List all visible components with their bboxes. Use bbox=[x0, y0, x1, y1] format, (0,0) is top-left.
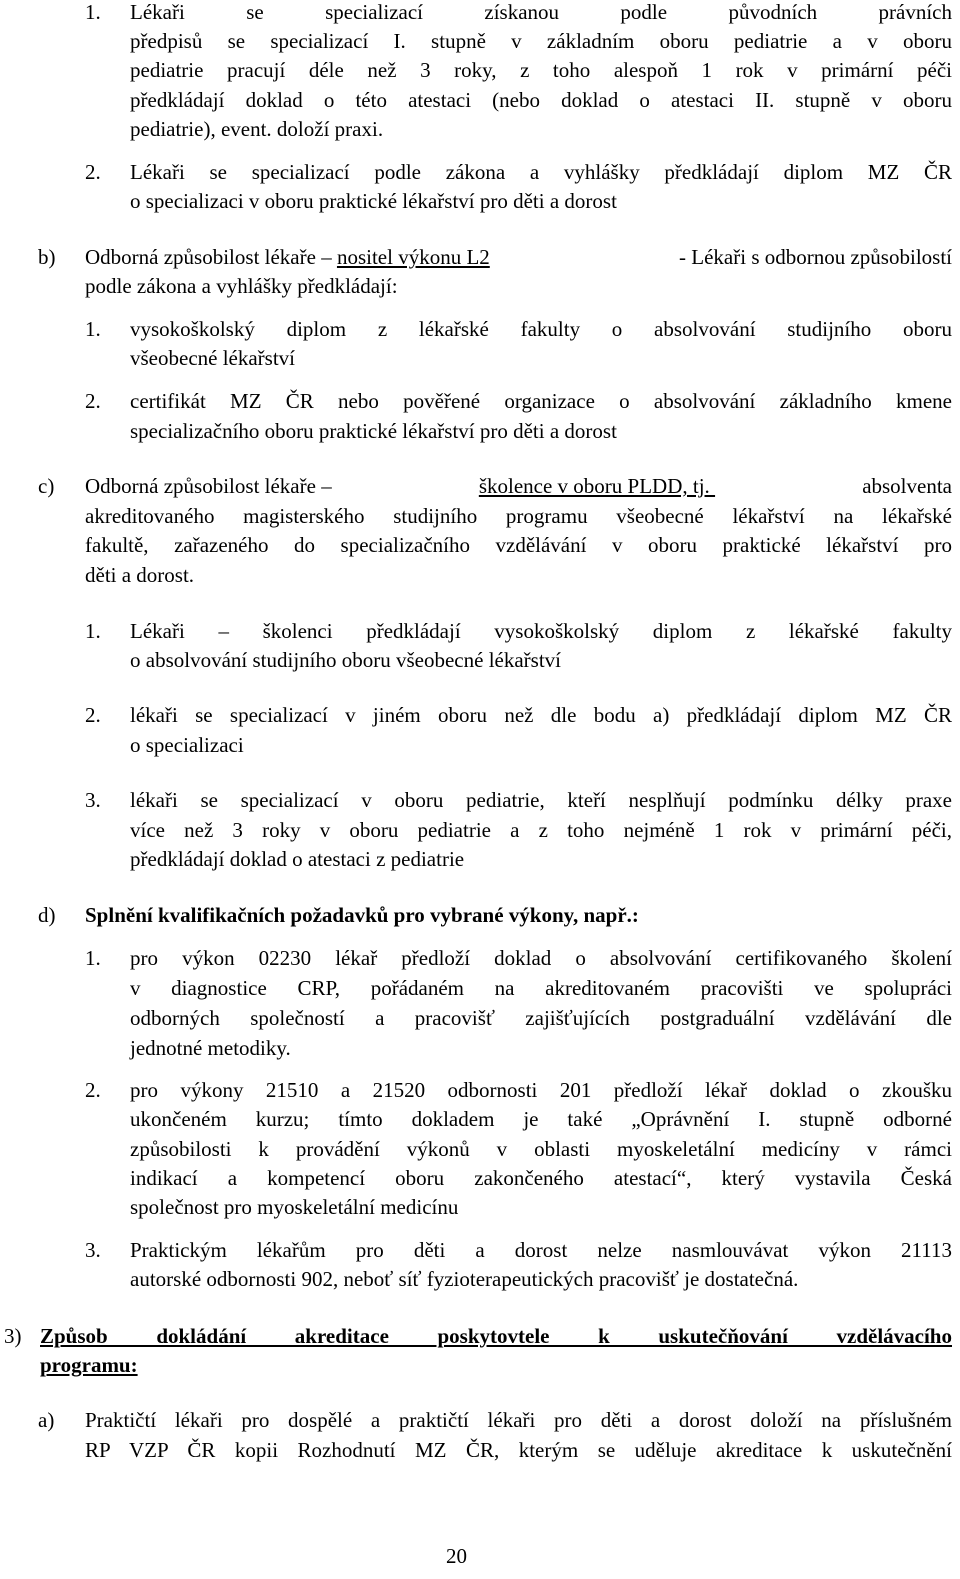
text-line: specializačního oboru praktické lékařství pro děti a dorost bbox=[130, 419, 617, 443]
text-line: ukončeném kurzu; tímto dokladem je také „Oprávnění I. stupně odborné bbox=[130, 1107, 952, 1131]
section-heading: Splnění kvalifikačních požadavků pro vybrané výkony, např.: bbox=[85, 903, 639, 927]
text-line: společnost pro myoskeletální medicínu bbox=[130, 1195, 459, 1219]
text-line: Praktickým lékařům pro děti a dorost nelze nasmlouvávat výkon 21113 bbox=[130, 1238, 952, 1262]
text-line: v diagnostice CRP, pořádaném na akreditovaném pracovišti ve spolupráci bbox=[130, 976, 952, 1000]
underlined-term: školence v oboru PLDD, tj. bbox=[478, 474, 716, 498]
text-line: vysokoškolský diplom z lékařské fakulty o absolvování studijního oboru bbox=[130, 317, 952, 341]
text-line: pediatrie), event. doloží praxi. bbox=[130, 117, 384, 141]
section-c-line1 bbox=[85, 472, 952, 502]
list-number: 3. bbox=[85, 1238, 101, 1262]
section-heading: Způsob dokládání akreditace poskytovtele k uskutečňování vzdělávacího bbox=[40, 1324, 952, 1348]
text-line: děti a dorost. bbox=[85, 563, 195, 587]
list-number: 1. bbox=[85, 619, 101, 643]
list-number: 1. bbox=[85, 946, 101, 970]
text-line: všeobecné lékařství bbox=[130, 346, 296, 370]
list-number: 2. bbox=[85, 160, 101, 184]
text-span: absolventa bbox=[862, 474, 952, 498]
text-line: fakultě, zařazeného do specializačního vzdělávání v oboru praktické lékařství pro bbox=[85, 533, 952, 557]
text-line: pro výkon 02230 lékař předloží doklad o absolvování certifikovaného školení bbox=[130, 946, 952, 970]
text-span: Odborná způsobilost lékaře – bbox=[85, 245, 337, 269]
section-letter: a) bbox=[38, 1408, 55, 1432]
list-number: 2. bbox=[85, 389, 101, 413]
text-line: Lékaři se specializací podle zákona a vyhlášky předkládají diplom MZ ČR bbox=[130, 160, 952, 184]
text-line: certifikát MZ ČR nebo pověřené organizace o absolvování základního kmene bbox=[130, 389, 952, 413]
text-line: o specializaci v oboru praktické lékařství pro děti a dorost bbox=[130, 189, 617, 213]
text-line: předkládají doklad o atestaci z pediatrie bbox=[130, 847, 465, 871]
list-number: 1. bbox=[85, 0, 101, 24]
text-line: lékaři se specializací v oboru pediatrie, kteří nesplňují podmínku délky praxe bbox=[130, 788, 952, 812]
section-heading-cont: programu: bbox=[40, 1353, 138, 1377]
text-line: odborných společností a pracovišť zajišťujících postgraduální vzdělávání dle bbox=[130, 1006, 952, 1030]
section-b-line1 bbox=[85, 243, 952, 273]
text-span: - Lékaři s odbornou způsobilostí bbox=[679, 245, 952, 269]
section-letter: d) bbox=[38, 903, 56, 927]
text-line: o absolvování studijního oboru všeobecné lékařství bbox=[130, 648, 562, 672]
list-number: 3. bbox=[85, 788, 101, 812]
text-line: způsobilosti k provádění výkonů v oblasti myoskeletální medicíny v rámci bbox=[130, 1137, 952, 1161]
text-line: Lékaři se specializací získanou podle původních právních bbox=[130, 0, 952, 24]
text-span: Odborná způsobilost lékaře – bbox=[85, 474, 332, 498]
section-letter: b) bbox=[38, 245, 56, 269]
text-line: autorské odbornosti 902, neboť síť fyzioterapeutických pracovišť je dostatečná. bbox=[130, 1267, 799, 1291]
section-letter: c) bbox=[38, 474, 55, 498]
text-line: jednotné metodiky. bbox=[130, 1036, 291, 1060]
text-line: podle zákona a vyhlášky předkládají: bbox=[85, 274, 398, 298]
list-number: 2. bbox=[85, 703, 101, 727]
text-line: akreditovaného magisterského studijního programu všeobecné lékařství na lékařské bbox=[85, 504, 952, 528]
text-line: indikací a kompetencí oboru zakončeného atestací“, který vystavila Česká bbox=[130, 1166, 952, 1190]
list-number: 1. bbox=[85, 317, 101, 341]
text-line: pro výkony 21510 a 21520 odbornosti 201 předloží lékař doklad o zkoušku bbox=[130, 1078, 952, 1102]
text-line: předpisů se specializací I. stupně v základním oboru pediatrie a v oboru bbox=[130, 29, 952, 53]
list-number: 2. bbox=[85, 1078, 101, 1102]
text-line: lékaři se specializací v jiném oboru než dle bodu a) předkládají diplom MZ ČR bbox=[130, 703, 952, 727]
text-line: o specializaci bbox=[130, 733, 244, 757]
text-line: více než 3 roky v oboru pediatrie a z toho nejméně 1 rok v primární péči, bbox=[130, 818, 952, 842]
text-line: pediatrie pracují déle než 3 roky, z toho alespoň 1 rok v primární péči bbox=[130, 58, 952, 82]
text-line: předkládají doklad o této atestaci (nebo doklad o atestaci II. stupně v oboru bbox=[130, 88, 952, 112]
page-number: 20 bbox=[446, 1544, 467, 1568]
underlined-term: nositel výkonu L2 bbox=[336, 245, 490, 269]
text-line: RP VZP ČR kopii Rozhodnutí MZ ČR, kterým se uděluje akreditace k uskutečnění bbox=[85, 1438, 952, 1462]
section-number: 3) bbox=[4, 1324, 22, 1348]
text-line: Praktičtí lékaři pro dospělé a praktičtí lékaři pro děti a dorost doloží na příslušném bbox=[85, 1408, 952, 1432]
text-line: Lékaři – školenci předkládají vysokoškolský diplom z lékařské fakulty bbox=[130, 619, 952, 643]
